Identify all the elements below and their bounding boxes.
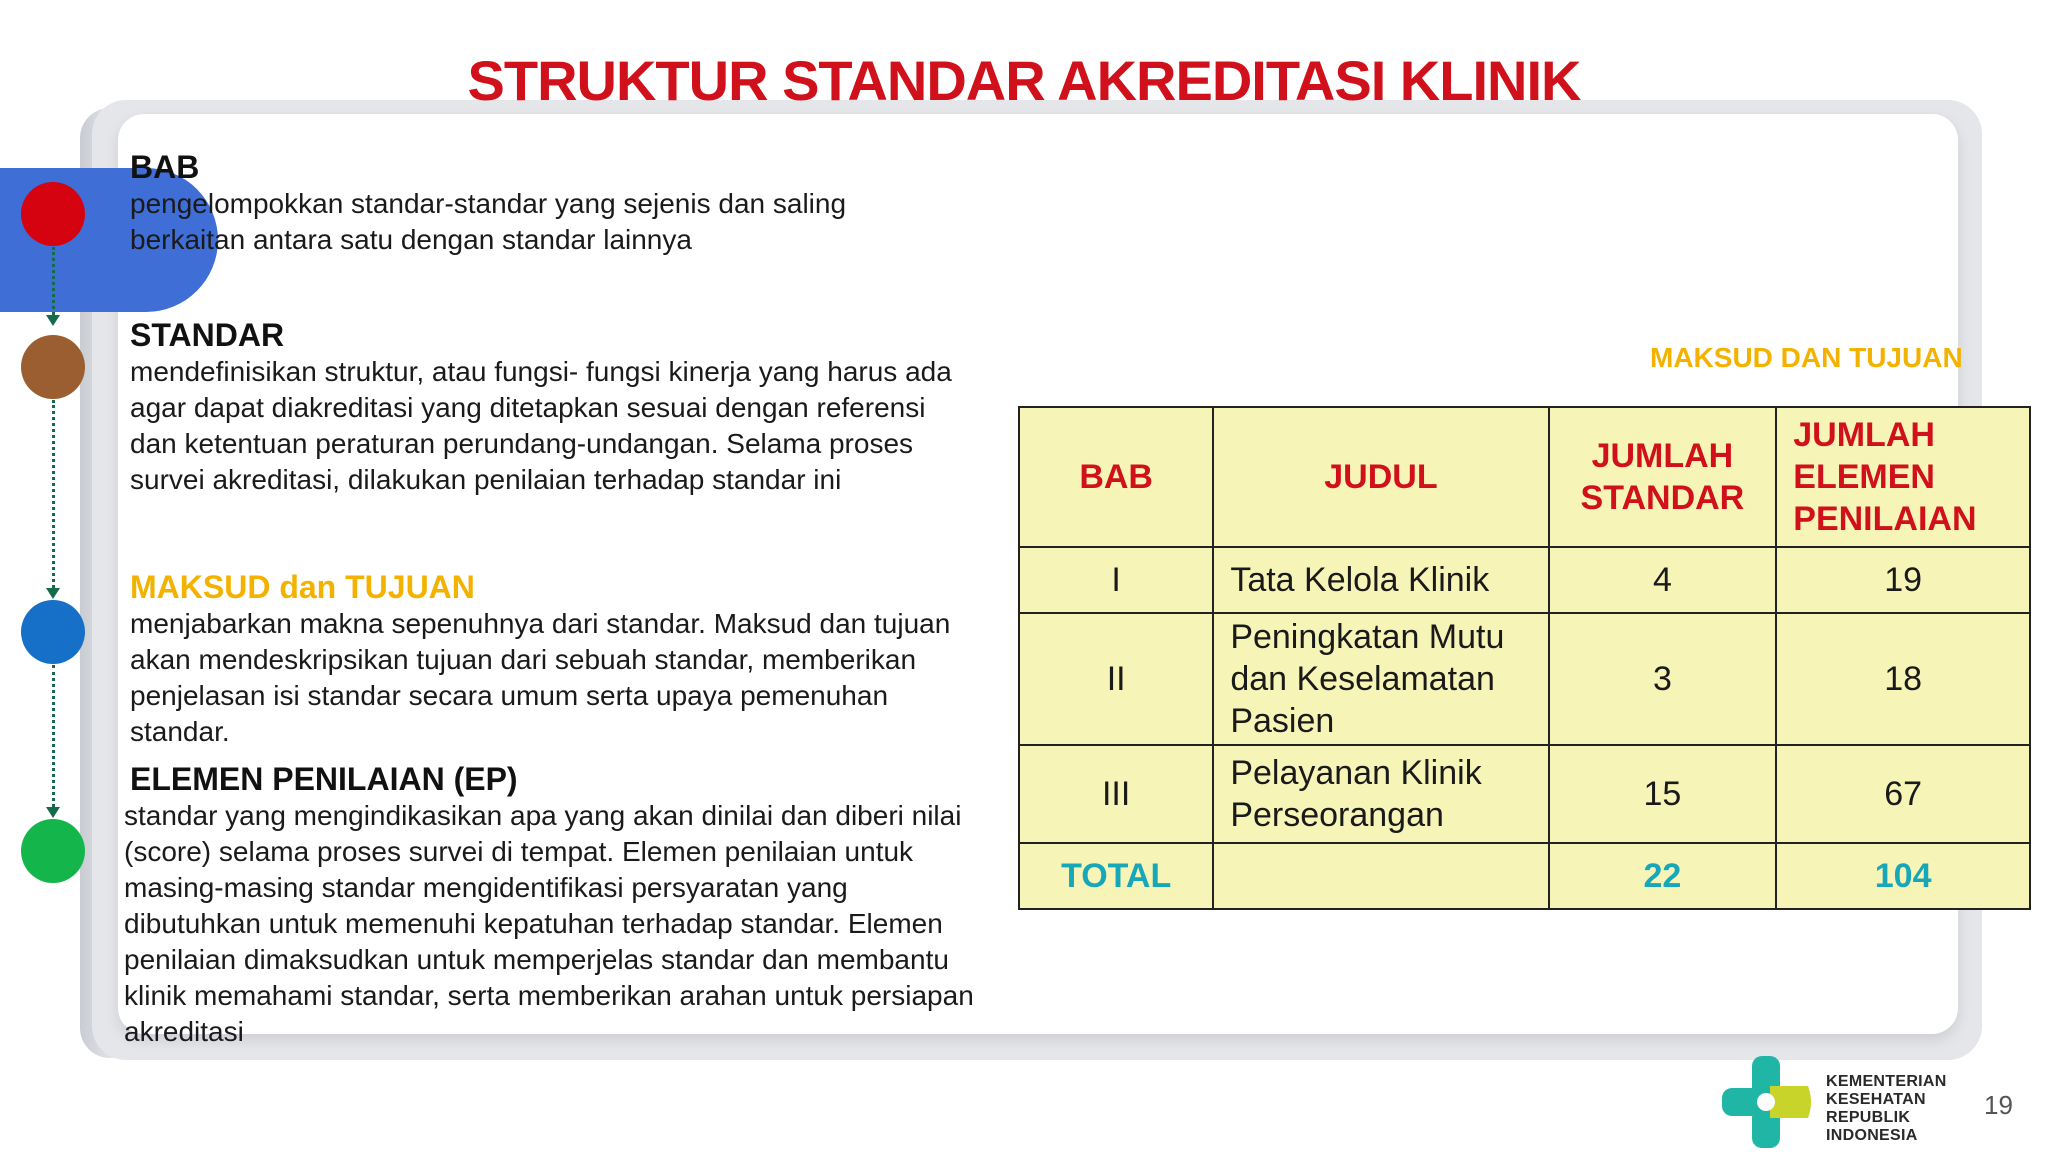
table-caption: MAKSUD DAN TUJUAN: [1650, 342, 1963, 373]
cell-bab: III: [1019, 745, 1213, 843]
section-body: pengelompokkan standar-standar yang sejenis dan saling berkaitan antara satu dengan standar lainnya: [130, 188, 847, 255]
section-heading: STANDAR: [130, 317, 285, 353]
cell-bab: II: [1019, 613, 1213, 745]
logo-line: REPUBLIK: [1826, 1109, 1911, 1126]
page-number: 19: [1984, 1090, 2013, 1120]
section-heading: ELEMEN PENILAIAN (EP): [130, 761, 518, 797]
cell-standar: 15: [1549, 745, 1777, 843]
section-bab: [130, 148, 930, 258]
header-jumlah-standar: JUMLAH STANDAR: [1549, 407, 1777, 547]
cell-total-elemen: 104: [1776, 843, 2030, 909]
table-header-row: [1019, 407, 2030, 547]
logo-line: KESEHATAN: [1826, 1091, 1926, 1108]
cell-judul: Peningkatan Mutu dan Keselamatan Pasien: [1213, 613, 1548, 745]
timeline-dot-maksud-tujuan: [21, 600, 85, 664]
table-total-row: [1019, 843, 2030, 909]
cell-elemen: 19: [1776, 547, 2030, 613]
cell-elemen: 18: [1776, 613, 2030, 745]
timeline-connector: [52, 247, 55, 315]
timeline-dot-standar: [21, 335, 85, 399]
cell-elemen: 67: [1776, 745, 2030, 843]
header-bab: BAB: [1019, 407, 1213, 547]
section-body: menjabarkan makna sepenuhnya dari standar. Maksud dan tujuan akan mendeskripsikan tujuan dari sebuah standar, memberikan penjelasan isi standar secara umum serta upaya pemenuhan standar.: [130, 608, 951, 747]
timeline-dot-bab: [21, 182, 85, 246]
timeline-connector: [52, 400, 55, 588]
cell-bab: I: [1019, 547, 1213, 613]
cell-total-label: TOTAL: [1019, 843, 1213, 909]
kemenkes-logo-icon: [1716, 1052, 1816, 1152]
akreditasi-table: [1018, 406, 2031, 910]
cell-total-judul: [1213, 843, 1548, 909]
cell-judul: Pelayanan Klinik Perseorangan: [1213, 745, 1548, 843]
timeline-arrow-icon: [46, 807, 60, 818]
table-row: [1019, 613, 2030, 745]
kemenkes-logo-text: [1826, 1073, 1947, 1145]
table-row: [1019, 745, 2030, 843]
cell-judul: Tata Kelola Klinik: [1213, 547, 1548, 613]
logo-line: KEMENTERIAN: [1826, 1073, 1947, 1090]
cell-standar: 4: [1549, 547, 1777, 613]
section-maksud-tujuan: [130, 568, 970, 750]
timeline-dot-elemen-penilaian: [21, 819, 85, 883]
timeline-connector: [52, 665, 55, 807]
section-heading: BAB: [130, 149, 200, 185]
table-row: [1019, 547, 2030, 613]
cell-total-standar: 22: [1549, 843, 1777, 909]
timeline-arrow-icon: [46, 588, 60, 599]
logo-line: INDONESIA: [1826, 1127, 1918, 1144]
header-jumlah-elemen: JUMLAH ELEMEN PENILAIAN: [1776, 407, 2030, 547]
section-heading: MAKSUD dan TUJUAN: [130, 569, 475, 605]
section-body: mendefinisikan struktur, atau fungsi- fungsi kinerja yang harus ada agar dapat diakreditasi yang ditetapkan sesuai dengan referensi dan ketentuan peraturan perundang-undangan. Selama proses survei akreditasi, dilakukan penilaian terhadap standar ini: [130, 356, 952, 495]
section-body: standar yang mengindikasikan apa yang akan dinilai dan diberi nilai (score) selama proses survei di tempat. Elemen penilaian untuk masing-masing standar mengidentifikasi persyaratan yang dibutuhkan untuk memenuhi kepatuhan terhadap standar. Elemen penilaian dimaksudkan untuk memperjelas standar dan membantu klinik memahami standar, serta memberikan arahan untuk persiapan akreditasi: [124, 800, 974, 1047]
section-elemen-penilaian: [124, 760, 974, 1050]
timeline-arrow-icon: [46, 315, 60, 326]
section-standar: [130, 316, 970, 498]
cell-standar: 3: [1549, 613, 1777, 745]
header-judul: JUDUL: [1213, 407, 1548, 547]
page-title: STRUKTUR STANDAR AKREDITASI KLINIK: [467, 49, 1581, 112]
